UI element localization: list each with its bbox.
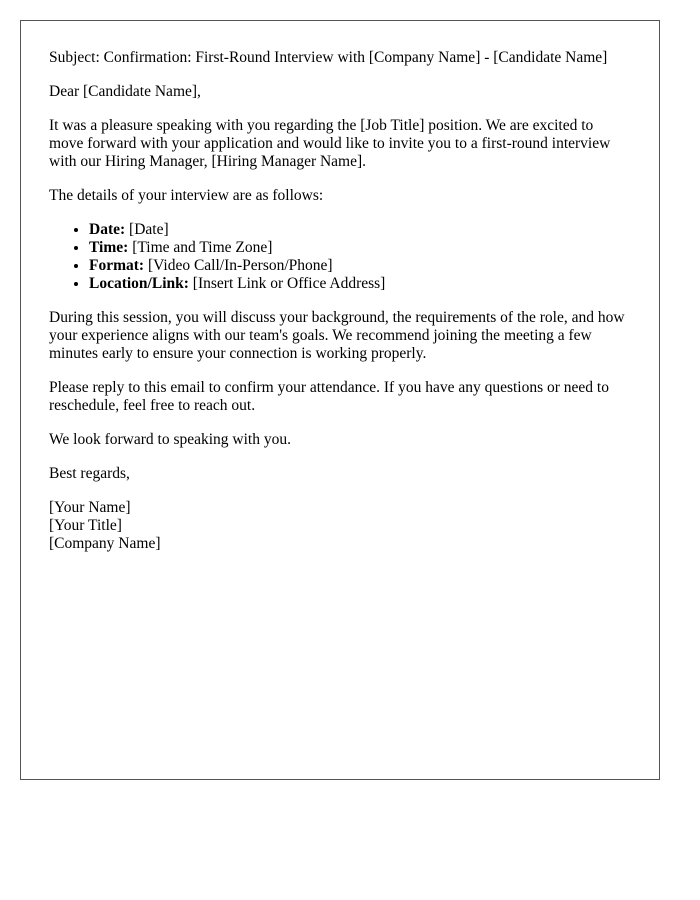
details-lead: The details of your interview are as follows: xyxy=(49,187,324,204)
email-intro-paragraph: It was a pleasure speaking with you regarding the [Job Title] position. We are excited to move forward with your application and would like to invite you to a first-round interview with our Hiring Manager, [Hiring Manager Name]. xyxy=(49,117,611,170)
detail-label: Format: xyxy=(89,257,145,274)
signature-company: [Company Name] xyxy=(49,535,161,552)
signature-block xyxy=(49,499,631,553)
reply-paragraph: Please reply to this email to confirm your attendance. If you have any questions or need to reschedule, feel free to reach out. xyxy=(49,379,609,414)
session-paragraph: During this session, you will discuss your background, the requirements of the role, and how your experience aligns with our team's goals. We recommend joining the meeting a few minutes early to ensure your connection is working properly. xyxy=(49,309,625,362)
detail-value: [Date] xyxy=(125,221,169,238)
detail-date xyxy=(89,221,631,239)
detail-format xyxy=(89,257,631,275)
email-letter xyxy=(20,20,660,780)
email-subject: Subject: Confirmation: First-Round Interview with [Company Name] - [Candidate Name] xyxy=(49,49,608,66)
detail-value: [Video Call/In-Person/Phone] xyxy=(144,257,333,274)
detail-label: Location/Link: xyxy=(89,275,189,292)
detail-label: Time: xyxy=(89,239,129,256)
detail-time xyxy=(89,239,631,257)
interview-details-list xyxy=(49,221,631,293)
closing-line: We look forward to speaking with you. xyxy=(49,431,291,448)
detail-value: [Time and Time Zone] xyxy=(128,239,273,256)
email-greeting: Dear [Candidate Name], xyxy=(49,83,201,100)
signature-name: [Your Name] xyxy=(49,499,131,516)
sign-off: Best regards, xyxy=(49,465,130,482)
detail-value: [Insert Link or Office Address] xyxy=(188,275,386,292)
detail-label: Date: xyxy=(89,221,126,238)
detail-location xyxy=(89,275,631,293)
signature-title: [Your Title] xyxy=(49,517,122,534)
